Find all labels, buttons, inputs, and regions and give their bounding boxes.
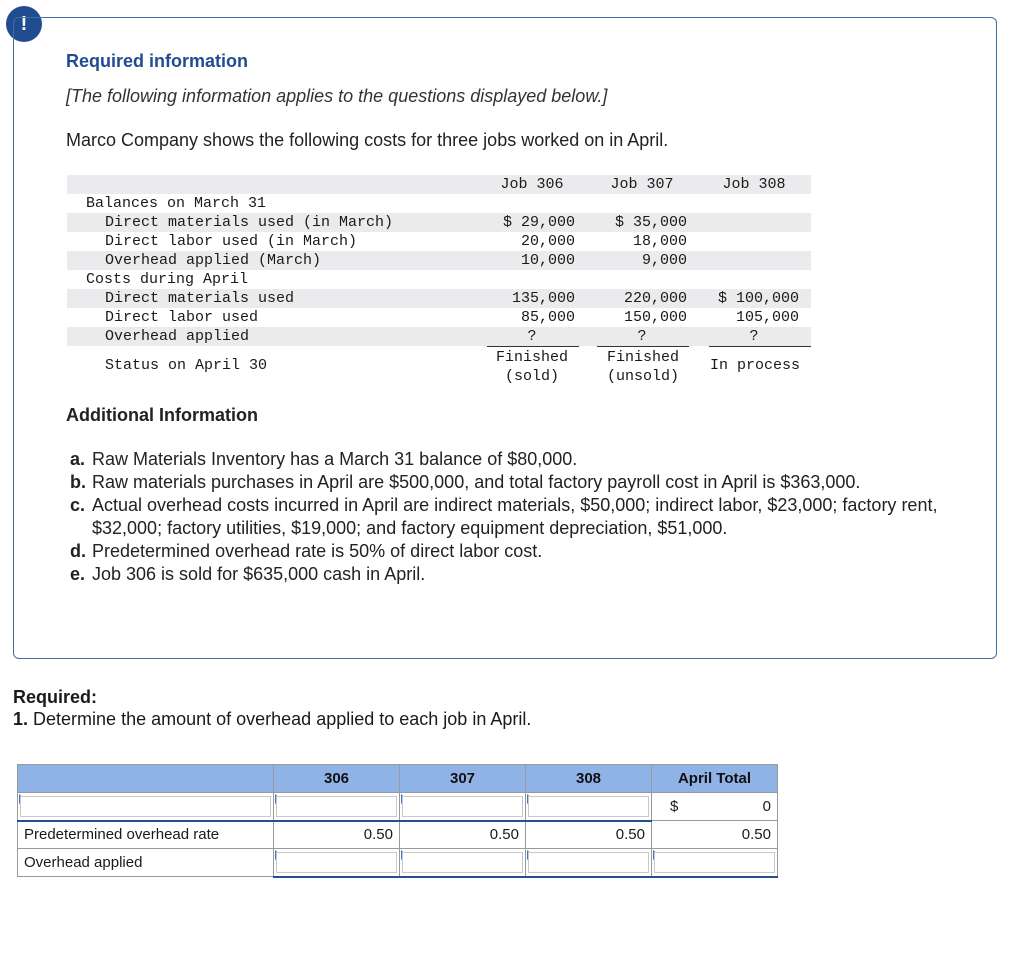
cell-value: 105,000 — [735, 309, 799, 326]
job-cost-table — [67, 174, 811, 394]
row-label: Direct materials used (in March) — [105, 214, 394, 231]
row-label: Overhead applied (March) — [105, 252, 322, 269]
amount-input[interactable] — [402, 796, 523, 817]
cell-value: ? — [527, 328, 537, 345]
list-item — [70, 540, 960, 563]
input-cell-307[interactable] — [400, 793, 526, 821]
item-text: Job 306 is sold for $635,000 cash in April. — [92, 564, 426, 584]
overhead-applied-label: Overhead applied — [18, 849, 274, 877]
total-rule — [487, 346, 579, 347]
header-blank — [18, 765, 274, 793]
rate-306: 0.50 — [274, 821, 400, 849]
cell-value: Finished (sold) — [495, 349, 568, 385]
cell-value: ? — [637, 328, 647, 345]
item-text: Raw materials purchases in April are $500,000, and total factory payroll cost in April is $363,000. — [92, 472, 861, 492]
header-306: 306 — [274, 765, 400, 793]
row-label: Balances on March 31 — [86, 195, 267, 212]
cell-value: $ 35,000 — [614, 214, 687, 231]
required-title: Required: — [13, 687, 98, 707]
predetermined-rate-label: Predetermined overhead rate — [18, 821, 274, 849]
total-value: 0 — [762, 798, 771, 815]
cell-value: $ 100,000 — [717, 290, 799, 307]
answer-table — [17, 764, 778, 878]
question-text — [13, 709, 531, 730]
cell-value: 85,000 — [520, 309, 575, 326]
col-header-job-307: Job 307 — [610, 176, 674, 193]
overhead-input[interactable] — [276, 852, 397, 873]
alert-icon: ! — [6, 6, 42, 42]
rate-total: 0.50 — [652, 821, 778, 849]
overhead-input[interactable] — [528, 852, 649, 873]
row-label: Direct materials used — [105, 290, 295, 307]
total-rule — [597, 346, 689, 347]
list-item — [70, 448, 960, 471]
item-letter: e. — [70, 564, 86, 584]
cell-value: In process — [709, 357, 800, 374]
rate-307: 0.50 — [400, 821, 526, 849]
overhead-input-cell-308[interactable] — [526, 849, 652, 877]
total-cell — [652, 793, 778, 821]
additional-information-title: Additional Information — [66, 405, 258, 425]
intro-text: Marco Company shows the following costs for three jobs worked on in April. — [66, 130, 669, 150]
header-band — [67, 175, 811, 194]
header-308: 308 — [526, 765, 652, 793]
list-item — [70, 494, 960, 540]
overhead-input[interactable] — [402, 852, 523, 873]
row-label: Status on April 30 — [105, 357, 268, 374]
item-text: Predetermined overhead rate is 50% of direct labor cost. — [92, 541, 543, 561]
overhead-input[interactable] — [654, 852, 775, 873]
overhead-input-cell-306[interactable] — [274, 849, 400, 877]
item-letter: b. — [70, 472, 86, 492]
cell-value: Finished (unsold) — [606, 349, 679, 385]
item-letter: d. — [70, 541, 86, 561]
header-april-total: April Total — [652, 765, 778, 793]
required-information-title: Required information — [66, 51, 249, 71]
item-text: Raw Materials Inventory has a March 31 balance of $80,000. — [92, 449, 578, 469]
item-letter: c. — [70, 495, 86, 515]
input-cell-308[interactable] — [526, 793, 652, 821]
row-label-input[interactable] — [20, 796, 271, 817]
dollar-sign: $ — [670, 798, 679, 815]
overhead-input-cell-total[interactable] — [652, 849, 778, 877]
question-number: 1. — [13, 709, 29, 729]
row-label: Direct labor used — [105, 309, 259, 326]
cell-value: 220,000 — [623, 290, 687, 307]
list-item — [70, 471, 960, 494]
cell-value: $ 29,000 — [502, 214, 575, 231]
item-text: Actual overhead costs incurred in April are indirect materials, $50,000; indirect labor, $23,000; factory rent, $32,000; factory utilities, $19,000; and factory equipment depreciation, $51,000. — [92, 495, 938, 538]
info-note: [The following information applies to the questions displayed below.] — [66, 86, 608, 106]
item-letter: a. — [70, 449, 86, 469]
row-label: Direct labor used (in March) — [105, 233, 358, 250]
overhead-input-cell-307[interactable] — [400, 849, 526, 877]
list-item — [70, 563, 960, 586]
amount-input[interactable] — [276, 796, 397, 817]
input-cell-306[interactable] — [274, 793, 400, 821]
total-rule — [709, 346, 811, 347]
cell-value: 10,000 — [520, 252, 575, 269]
rate-308: 0.50 — [526, 821, 652, 849]
row-label: Costs during April — [86, 271, 249, 288]
col-header-job-306: Job 306 — [500, 176, 564, 193]
cell-value: 9,000 — [641, 252, 687, 269]
cell-value: 18,000 — [632, 233, 687, 250]
question-body: Determine the amount of overhead applied to each job in April. — [33, 709, 532, 729]
cell-value: ? — [749, 328, 759, 345]
additional-information-list — [70, 448, 960, 586]
cell-value: 150,000 — [623, 309, 687, 326]
header-307: 307 — [400, 765, 526, 793]
label-input-cell[interactable] — [18, 793, 274, 821]
row-label: Overhead applied — [105, 328, 250, 345]
amount-input[interactable] — [528, 796, 649, 817]
col-header-job-308: Job 308 — [722, 176, 786, 193]
cell-value: 135,000 — [511, 290, 575, 307]
cell-value: 20,000 — [520, 233, 575, 250]
